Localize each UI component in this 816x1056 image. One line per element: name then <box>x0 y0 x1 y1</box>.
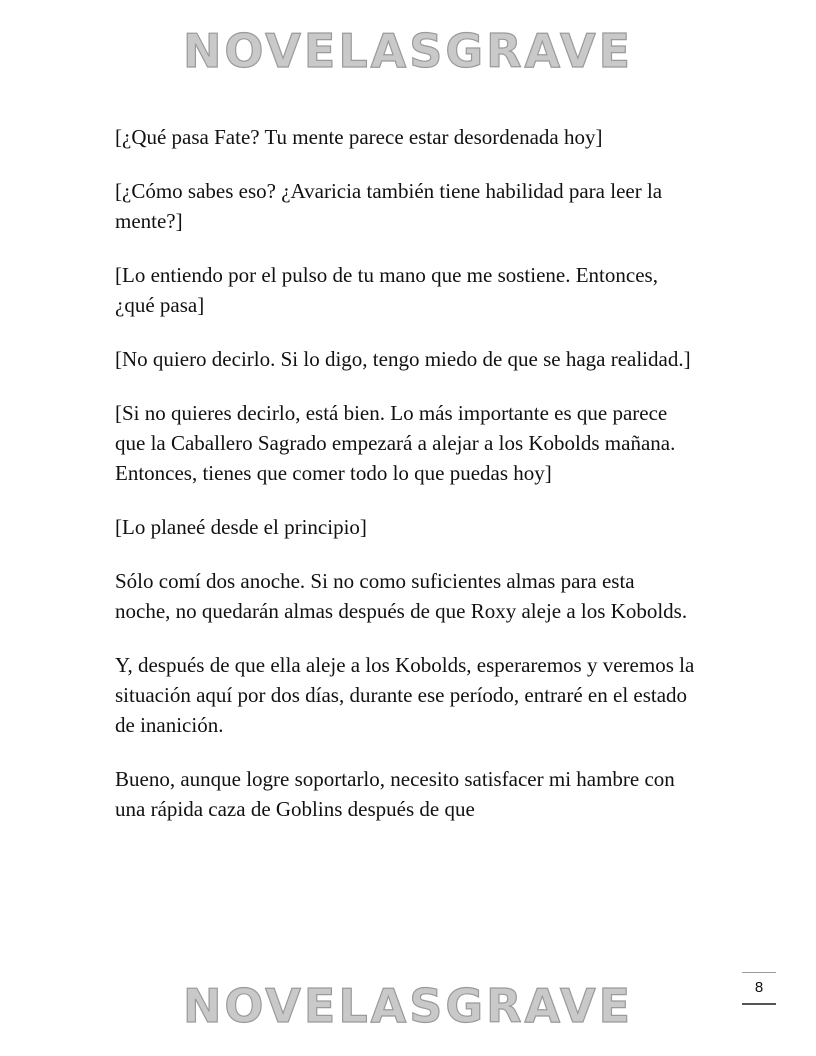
paragraph: [¿Qué pasa Fate? Tu mente parece estar desordenada hoy] <box>115 125 603 149</box>
paragraph: [Si no quieres decirlo, está bien. Lo más importante es que parece que la Caballero Sagrado empezará a alejar a los Kobolds mañana. Entonces, tienes que comer todo lo que puedas hoy] <box>115 401 676 485</box>
page-number: 8 <box>742 972 776 1005</box>
paragraph: [Lo entiendo por el pulso de tu mano que me sostiene. Entonces, ¿qué pasa] <box>115 263 658 317</box>
paragraph: Bueno, aunque logre soportarlo, necesito satisfacer mi hambre con una rápida caza de Goblins después de que <box>115 767 675 821</box>
footer-watermark: NOVELASGRAVE <box>182 979 634 1033</box>
document-body <box>115 122 695 848</box>
paragraph: Y, después de que ella aleje a los Kobolds, esperaremos y veremos la situación aquí por dos días, durante ese período, entraré en el estado de inanición. <box>115 653 695 737</box>
header-watermark: NOVELASGRAVE <box>182 24 634 78</box>
paragraph: [Lo planeé desde el principio] <box>115 515 367 539</box>
paragraph: Sólo comí dos anoche. Si no como suficientes almas para esta noche, no quedarán almas después de que Roxy aleje a los Kobolds. <box>115 569 688 623</box>
paragraph: [No quiero decirlo. Si lo digo, tengo miedo de que se haga realidad.] <box>115 347 691 371</box>
paragraph: [¿Cómo sabes eso? ¿Avaricia también tiene habilidad para leer la mente?] <box>115 179 663 233</box>
